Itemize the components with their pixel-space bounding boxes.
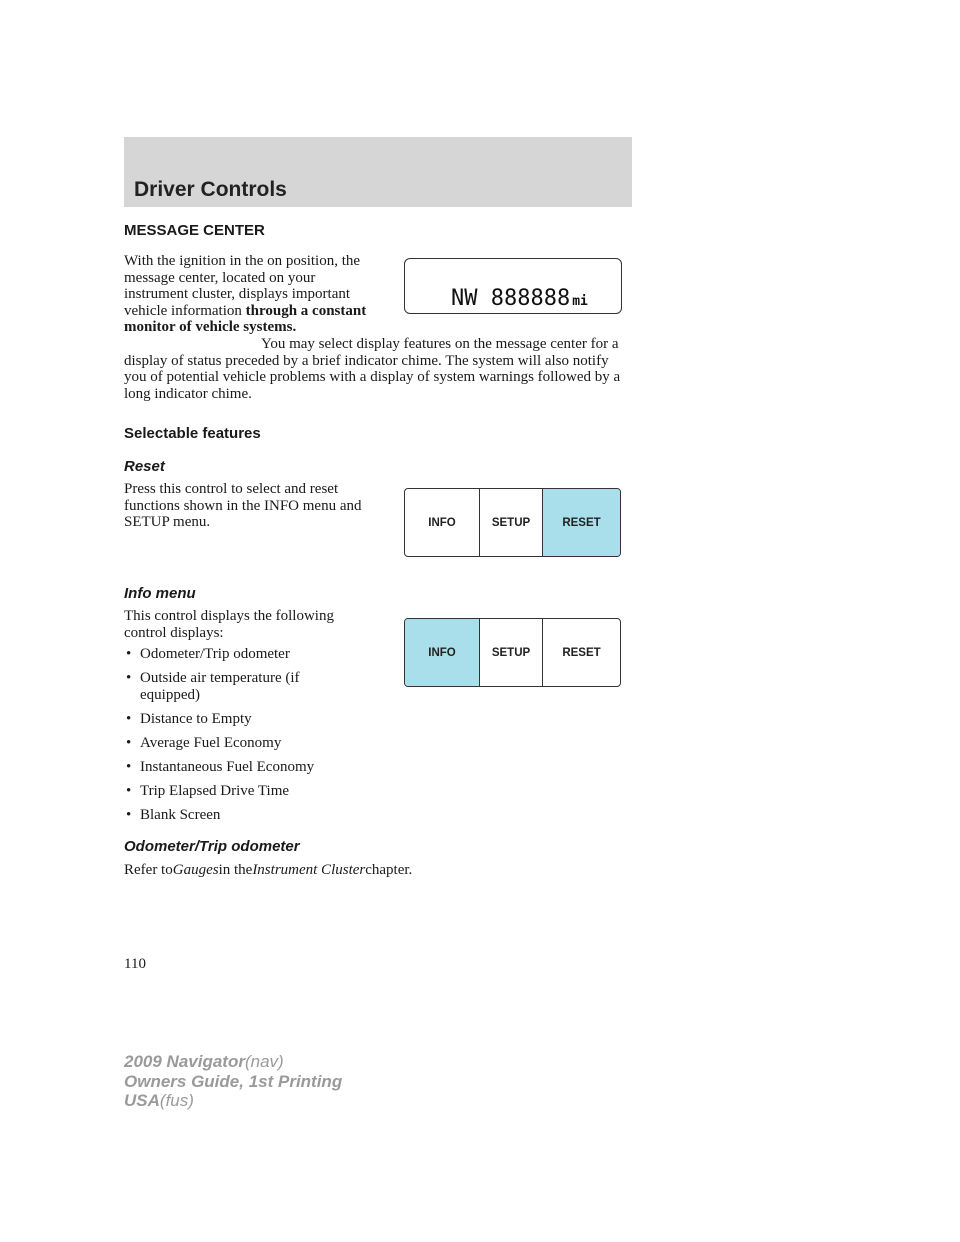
instrument-cluster-reference: Instrument Cluster <box>252 862 366 878</box>
reset-button: RESET <box>562 646 601 659</box>
list-item: • Trip Elapsed Drive Time <box>124 783 404 800</box>
setup-button: SETUP <box>480 489 543 556</box>
display-unit: mi <box>572 294 588 309</box>
info-menu-list <box>124 646 404 831</box>
page-number: 110 <box>124 956 146 972</box>
list-item: • Odometer/Trip odometer <box>124 646 404 663</box>
odometer-reference: Refer toGaugesin theInstrument Clusterchapter. <box>124 862 413 878</box>
message-center-display-illustration <box>404 258 622 314</box>
list-item: • Blank Screen <box>124 807 404 824</box>
gauges-reference: Gauges <box>172 862 219 878</box>
section-title: Driver Controls <box>134 178 287 201</box>
info-button: INFO <box>405 489 480 556</box>
info-menu-description: This control displays the following control displays: <box>124 608 334 641</box>
selectable-features-heading: Selectable features <box>124 425 261 442</box>
reset-description: Press this control to select and reset functions shown in the INFO menu and SETUP menu. <box>124 481 362 531</box>
list-item: • Instantaneous Fuel Economy <box>124 759 404 776</box>
message-center-intro <box>124 253 382 336</box>
reset-button-highlighted: RESET <box>543 489 620 556</box>
info-menu-heading: Info menu <box>124 585 196 602</box>
list-item: • Average Fuel Economy <box>124 735 404 752</box>
intro-text: With the ignition in the on position, the message center, located on your instrument cluster, displays important vehicle information <box>124 253 361 319</box>
message-center-continuation: You may select display features on the message center for a display of status preceded by a brief indicator chime. The system will also notify you of potential vehicle problems with a display of system warnings followed by a long indicator chime. <box>124 336 621 402</box>
info-button-highlighted: INFO <box>405 619 480 686</box>
button-panel-reset-highlight <box>404 488 621 557</box>
display-readout: NW 888888 mi <box>451 286 588 311</box>
list-item: • Distance to Empty <box>124 711 404 728</box>
setup-button: SETUP <box>480 619 543 686</box>
button-panel-info-highlight <box>404 618 621 687</box>
message-center-heading: MESSAGE CENTER <box>124 222 265 239</box>
reset-heading: Reset <box>124 458 165 475</box>
document-footer: 2009 Navigator(nav) Owners Guide, 1st Printing USA(fus) <box>124 1052 343 1110</box>
odometer-heading: Odometer/Trip odometer <box>124 838 300 855</box>
section-header-band <box>124 137 632 207</box>
intro-bold-text: through a constant monitor of vehicle systems. <box>124 302 367 336</box>
list-item: • Outside air temperature (if equipped) <box>124 670 360 703</box>
